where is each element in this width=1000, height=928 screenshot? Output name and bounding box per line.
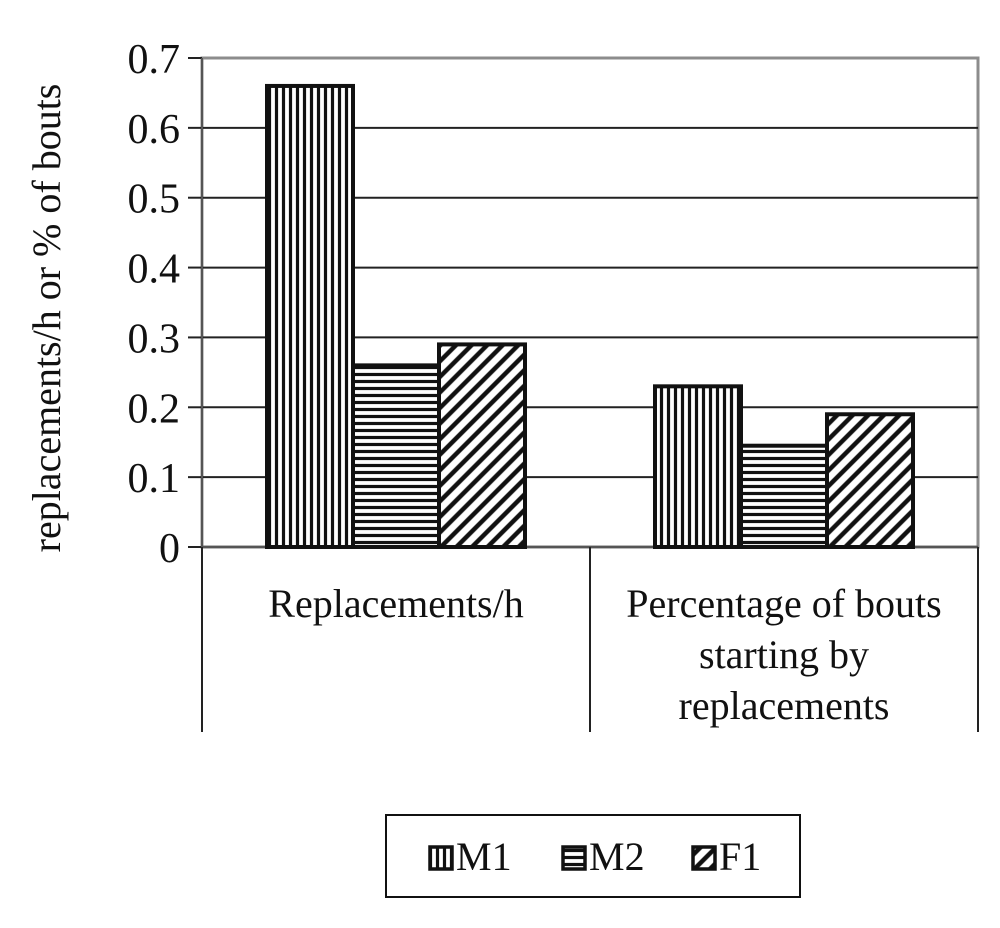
bar-m1-2 <box>655 386 741 547</box>
y-tick-label: 0.7 <box>127 37 180 83</box>
y-tick-label: 0.6 <box>127 106 180 153</box>
y-tick-label: 0.1 <box>127 456 180 503</box>
y-axis <box>128 37 203 572</box>
legend <box>386 815 800 897</box>
legend-swatch-m2 <box>563 847 585 869</box>
y-tick-label: 0.4 <box>127 246 180 293</box>
legend-label-f1: F1 <box>719 834 762 879</box>
bar-f1-2 <box>827 414 913 547</box>
legend-label-m2: M2 <box>589 834 645 879</box>
x-category-label: Replacements/h <box>268 581 524 626</box>
legend-label-m1: M1 <box>456 834 512 879</box>
y-tick-label: 0.5 <box>127 176 180 223</box>
bar-m2-2 <box>741 446 827 547</box>
legend-swatch-f1 <box>693 847 715 869</box>
bar-m1-1 <box>267 86 353 547</box>
x-axis <box>202 547 978 732</box>
x-category-label: Percentage of bouts starting by replacements <box>626 581 942 728</box>
y-tick-label: 0.3 <box>127 316 180 363</box>
y-axis-label: replacements/h or % of bouts <box>24 83 69 553</box>
bar-m2-1 <box>353 365 439 547</box>
legend-swatch-m1 <box>430 847 452 869</box>
y-tick-label: 0 <box>159 526 180 572</box>
bar-f1-1 <box>439 344 525 547</box>
y-tick-label: 0.2 <box>127 386 180 433</box>
